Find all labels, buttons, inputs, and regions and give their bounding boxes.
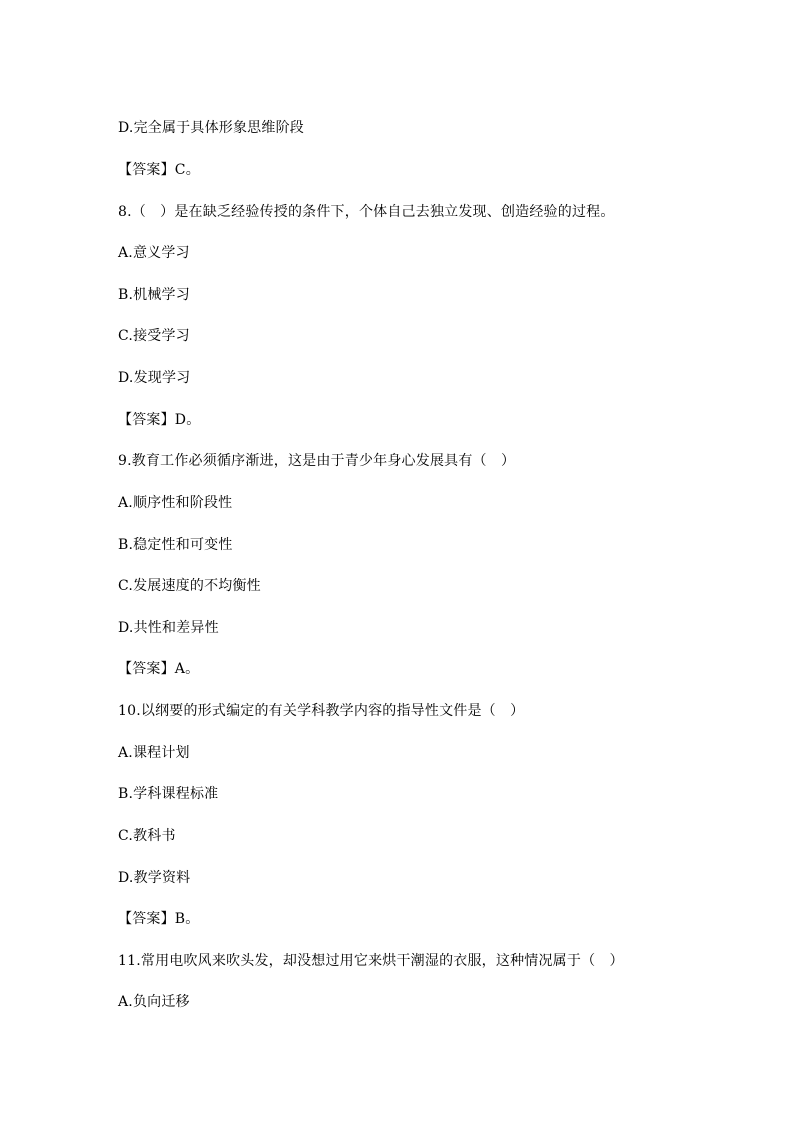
q11-option-a: A.负向迁移 [118, 994, 190, 1010]
q8-question: 8.（ ）是在缺乏经验传授的条件下，个体自己去独立发现、创造经验的过程。 [118, 204, 615, 220]
q10-option-a: A.课程计划 [118, 745, 190, 761]
q11-question: 11.常用电吹风来吹头发，却没想过用它来烘干潮湿的衣服，这种情况属于（ ） [118, 953, 624, 969]
q8-option-d: D.发现学习 [118, 370, 191, 386]
q10-answer: 【答案】B。 [118, 911, 200, 927]
q8-option-b: B.机械学习 [118, 287, 190, 303]
q8-answer: 【答案】D。 [118, 412, 201, 428]
q8-option-c: C.接受学习 [118, 328, 190, 344]
q8-option-a: A.意义学习 [118, 245, 190, 261]
q9-option-c: C.发展速度的不均衡性 [118, 578, 261, 594]
q9-option-b: B.稳定性和可变性 [118, 537, 233, 553]
q9-question: 9.教育工作必须循序渐进，这是由于青少年身心发展具有（ ） [118, 453, 516, 469]
q9-option-d: D.共性和差异性 [118, 620, 219, 636]
q9-answer: 【答案】A。 [118, 661, 200, 677]
q7-answer: 【答案】C。 [118, 162, 200, 178]
q9-option-a: A.顺序性和阶段性 [118, 495, 233, 511]
q10-question: 10.以纲要的形式编定的有关学科教学内容的指导性文件是（ ） [118, 703, 525, 719]
q7-option-d: D.完全属于具体形象思维阶段 [118, 120, 304, 136]
q10-option-d: D.教学资料 [118, 870, 191, 886]
q10-option-b: B.学科课程标准 [118, 786, 219, 802]
q10-option-c: C.教科书 [118, 828, 176, 844]
